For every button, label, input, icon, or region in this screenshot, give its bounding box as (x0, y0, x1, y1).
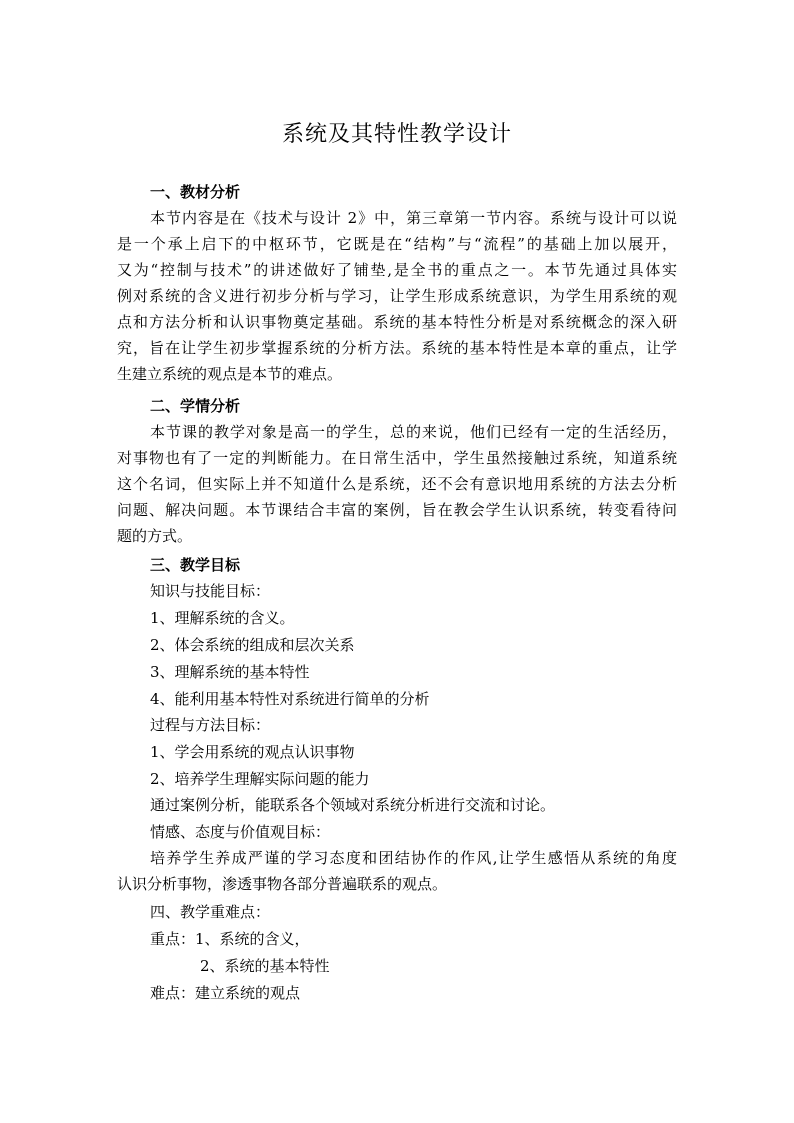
paragraph-line: 问题、解决问题。本节课结合丰富的案例，旨在教会学生认识系统，转变看待问 (117, 501, 677, 519)
process-goals-label: 过程与方法目标： (150, 716, 271, 734)
paragraph-line: 培养学生养成严谨的学习态度和团结协作的作风,让学生感悟从系统的角度 (150, 849, 677, 867)
key-point-line: 2、系统的基本特性 (200, 957, 330, 975)
process-goal-item: 2、培养学生理解实际问题的能力 (150, 770, 370, 788)
paragraph-line: 是一个承上启下的中枢环节，它既是在“结构”与“流程”的基础上加以展开， (117, 235, 677, 253)
paragraph-textbook-analysis (117, 205, 677, 387)
paragraph-line: 本节内容是在《技术与设计 2》中，第三章第一节内容。系统与设计可以说 (150, 209, 677, 227)
difficulty-line: 难点：建立系统的观点 (150, 984, 301, 1002)
paragraph-line: 生建立系统的观点是本节的难点。 (117, 365, 343, 383)
section-heading-teaching-goals: 三、教学目标 (150, 556, 241, 574)
paragraph-line: 题的方式。 (117, 527, 193, 545)
knowledge-goals-label: 知识与技能目标： (150, 582, 271, 600)
knowledge-goal-item: 1、理解系统的含义。 (150, 609, 295, 627)
emotion-goals-label: 情感、态度与价值观目标： (150, 823, 331, 841)
process-goal-item: 1、学会用系统的观点认识事物 (150, 743, 355, 761)
paragraph-line: 本节课的教学对象是高一的学生，总的来说，他们已经有一定的生活经历， (150, 423, 677, 441)
section-heading-textbook-analysis: 一、教材分析 (150, 183, 241, 201)
paragraph-line: 例对系统的含义进行初步分析与学习，让学生形成系统意识，为学生用系统的观 (117, 287, 677, 305)
paragraph-learner-analysis (117, 419, 677, 549)
key-point-line: 重点：1、系统的含义， (150, 930, 310, 948)
knowledge-goal-item: 2、体会系统的组成和层次关系 (150, 636, 355, 654)
document-title: 系统及其特性教学设计 (281, 122, 512, 147)
paragraph-line: 认识分析事物，渗透事物各部分普遍联系的观点。 (117, 875, 448, 893)
paragraph-emotion-goals (117, 845, 677, 897)
knowledge-goal-item: 3、理解系统的基本特性 (150, 663, 310, 681)
section-heading-learner-analysis: 二、学情分析 (150, 397, 241, 415)
section-heading-key-difficult-points: 四、教学重难点： (150, 903, 271, 921)
paragraph-line: 究，旨在让学生初步掌握系统的分析方法。系统的基本特性是本章的重点，让学 (117, 339, 677, 357)
paragraph-line: 点和方法分析和认识事物奠定基础。系统的基本特性分析是对系统概念的深入研 (117, 313, 677, 331)
knowledge-goal-item: 4、能利用基本特性对系统进行简单的分析 (150, 690, 430, 708)
case-analysis-line: 通过案例分析，能联系各个领域对系统分析进行交流和讨论。 (150, 796, 556, 814)
paragraph-line: 又为“控制与技术”的讲述做好了铺垫,是全书的重点之一。本节先通过具体实 (117, 261, 677, 279)
paragraph-line: 对事物也有了一定的判断能力。在日常生活中，学生虽然接触过系统，知道系统 (117, 449, 677, 467)
paragraph-line: 这个名词，但实际上并不知道什么是系统，还不会有意识地用系统的方法去分析 (117, 475, 677, 493)
